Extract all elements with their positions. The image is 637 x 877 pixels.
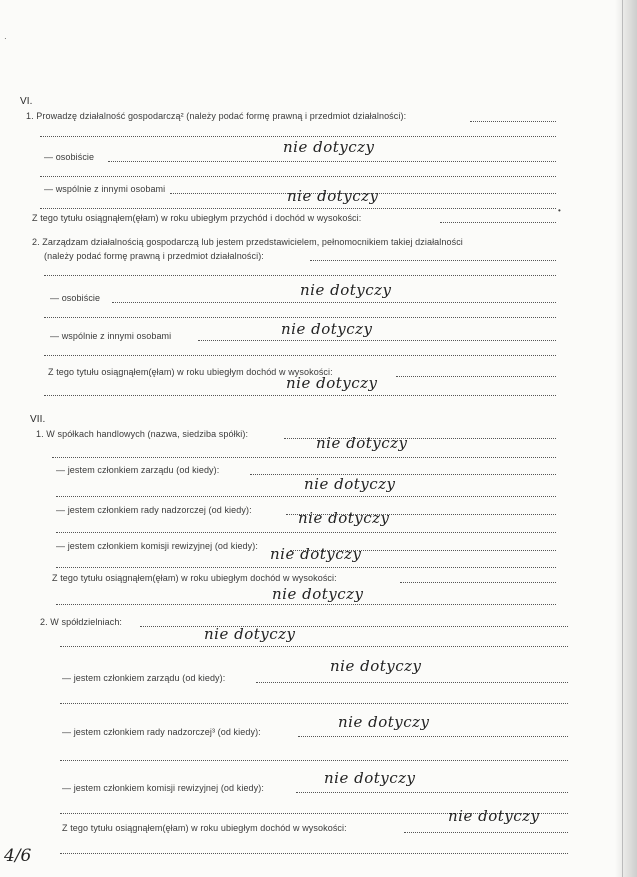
vi-q2-line	[310, 259, 556, 261]
page-edge-shadow	[615, 0, 637, 877]
vii-q2-supervisory-line-2	[60, 759, 568, 761]
vi-q1-personal-line	[108, 160, 556, 162]
vii-q1-income-label: Z tego tytułu osiągnąłem(ęłam) w roku ubiegłym dochód w wysokości:	[52, 573, 337, 583]
answer-vii-q1-income: nie dotyczy	[272, 585, 364, 603]
answer-vii-q2-coop: nie dotyczy	[204, 625, 296, 643]
vi-q2-joint-line	[198, 339, 556, 341]
vi-q1-joint-label: — wspólnie z innymi osobami	[44, 184, 166, 194]
vii-q1-income-line-2	[56, 603, 556, 605]
section-vii-heading: VII.	[30, 414, 46, 425]
vi-q2-personal-line	[112, 301, 556, 303]
vi-q2-joint-line-2	[44, 354, 556, 356]
answer-vii-q2-board: nie dotyczy	[330, 657, 422, 675]
answer-vii-q2-income: nie dotyczy	[448, 807, 540, 825]
vii-q1-income-line	[400, 581, 556, 583]
vi-q2-income-line-2	[44, 394, 556, 396]
answer-vi-q1-personal: nie dotyczy	[283, 138, 375, 156]
section-vi-heading: VI.	[20, 96, 33, 107]
vii-q1-audit-line-2	[56, 566, 556, 568]
vii-q2-label: 2. W spółdzielniach:	[40, 617, 123, 627]
vii-q2-audit-label: — jestem członkiem komisji rewizyjnej (od kiedy):	[62, 783, 264, 793]
answer-vii-q1-audit: nie dotyczy	[270, 545, 362, 563]
vii-q1-supervisory-label: — jestem członkiem rady nadzorczej (od kiedy):	[56, 505, 252, 515]
answer-vii-q1-board: nie dotyczy	[304, 475, 396, 493]
vii-q1-line-2	[52, 456, 556, 458]
answer-hidden-spare	[476, 850, 487, 851]
vii-q2-audit-line	[296, 791, 568, 793]
vi-q2-line-2	[44, 274, 556, 276]
vii-q2-line-2	[60, 645, 568, 647]
vi-q2-label: 2. Zarządzam działalnością gospodarczą lub jestem przedstawicielem, pełnomocnikiem takiej działalności	[32, 237, 463, 247]
vii-q1-supervisory-line-2	[56, 531, 556, 533]
vii-q2-supervisory-label: — jestem członkiem rady nadzorczej³ (od kiedy):	[62, 727, 261, 737]
answer-vii-q1-supervisory: nie dotyczy	[298, 509, 390, 527]
vii-q1-label: 1. W spółkach handlowych (nazwa, siedziba spółki):	[36, 429, 249, 439]
answer-vii-q1-company: nie dotyczy	[316, 434, 408, 452]
vi-q1-income-line	[440, 221, 556, 223]
vi-q1-personal-line-2	[40, 175, 556, 177]
vi-q2-income-label: Z tego tytułu osiągnąłem(ęłam) w roku ubiegłym dochód w wysokości:	[48, 367, 333, 377]
answer-vi-q2-income: nie dotyczy	[286, 374, 378, 392]
vi-q2-joint-label: — wspólnie z innymi osobami	[50, 331, 172, 341]
scan-mark-left: ·	[4, 34, 7, 43]
vi-q1-line-2	[40, 135, 556, 137]
vii-q1-board-line-2	[56, 495, 556, 497]
vii-q2-board-line	[256, 681, 568, 683]
answer-vi-q1-joint: nie dotyczy	[287, 187, 379, 205]
vi-q1-personal-label: — osobiście	[44, 152, 95, 162]
vii-q2-income-line	[404, 831, 568, 833]
vii-q2-income-label: Z tego tytułu osiągnąłem(ęłam) w roku ubiegłym dochód w wysokości:	[62, 823, 347, 833]
vii-q1-audit-label: — jestem członkiem komisji rewizyjnej (od kiedy):	[56, 541, 258, 551]
vii-q1-board-label: — jestem członkiem zarządu (od kiedy):	[56, 465, 220, 475]
answer-vii-q2-supervisory: nie dotyczy	[338, 713, 430, 731]
answer-vi-q2-joint: nie dotyczy	[281, 320, 373, 338]
answer-vi-q2-personal: nie dotyczy	[300, 281, 392, 299]
answer-vii-q2-audit: nie dotyczy	[324, 769, 416, 787]
scan-mark-right: •	[558, 206, 561, 215]
page-edge-line	[622, 0, 623, 877]
page-number: 4/6	[4, 846, 32, 866]
vi-q1-line	[470, 120, 556, 122]
vii-q2-supervisory-line	[298, 735, 568, 737]
vi-q2-label-cont: (należy podać formę prawną i przedmiot działalności):	[44, 251, 264, 261]
vi-q1-joint-line-2	[40, 207, 556, 209]
vii-q1-board-line	[250, 473, 556, 475]
vii-q2-income-line-2	[60, 852, 568, 854]
vii-q2-board-line-2	[60, 702, 568, 704]
vi-q1-label: 1. Prowadzę działalność gospodarczą² (należy podać formę prawną i przedmiot działalności):	[26, 111, 407, 121]
vi-q2-personal-line-2	[44, 316, 556, 318]
vi-q1-income-label: Z tego tytułu osiągnąłem(ęłam) w roku ubiegłym przychód i dochód w wysokości:	[32, 213, 362, 223]
vii-q2-board-label: — jestem członkiem zarządu (od kiedy):	[62, 673, 226, 683]
vi-q2-income-line	[396, 375, 556, 377]
vi-q2-personal-label: — osobiście	[50, 293, 101, 303]
